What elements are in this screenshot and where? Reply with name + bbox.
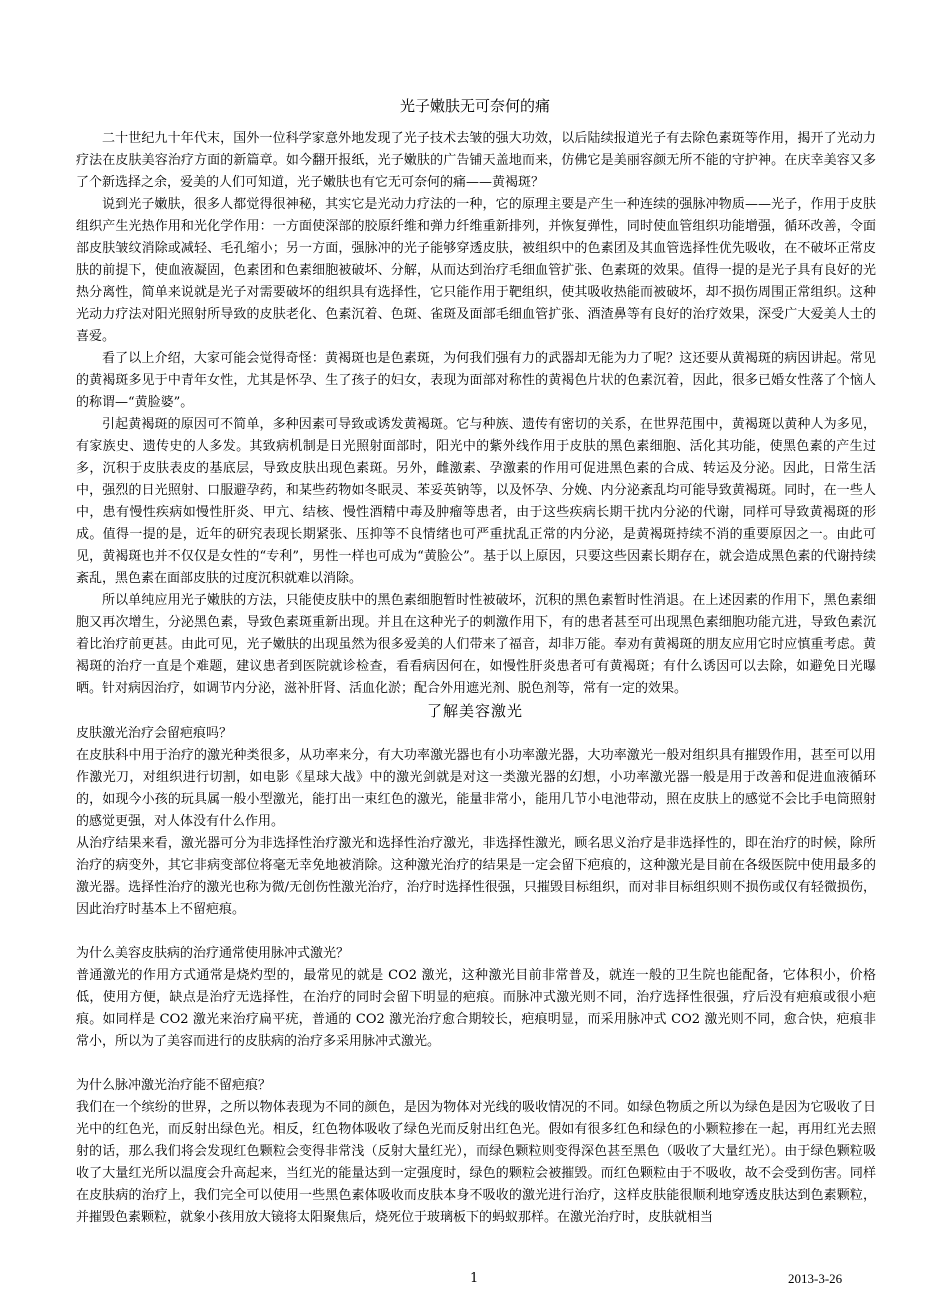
paragraph: 我们在一个缤纷的世界，之所以物体表现为不同的颜色，是因为物体对光线的吸收情况的不同。如绿色物质之所以为绿色是因为它吸收了日光中的红色光，而反射出绿色光。相反，红色物体吸收了绿色光而反射出红色光。假如有很多红色和绿色的小颗粒掺在一起，再用红光去照射的话，那么我们将会发现红色颗粒会变得非常浅（反射大量红光），而绿色颗粒则变得深色甚至黑色（吸收了大量红光）。由于绿色颗粒吸收了大量红光所以温度会升高起来，当红光的能量达到一定强度时，绿色的颗粒会被摧毁。而红色颗粒由于不吸收，故不会受到伤害。同样在皮肤病的治疗上，我们完全可以使用一些黑色素体吸收而皮肤本身不吸收的激光进行治疗，这样皮肤能很顺利地穿透皮肤达到色素颗粒，并摧毁色素颗粒，就象小孩用放大镜将太阳聚焦后，烧死位于玻璃板下的蚂蚁那样。在激光治疗时，皮肤就相当 xyxy=(76,1100,876,1225)
paragraph: 二十世纪九十年代末，国外一位科学家意外地发现了光子技术去皱的强大功效，以后陆续报道光子有去除色素斑等作用，揭开了光动力疗法在皮肤美容治疗方面的新篇章。如今翻开报纸，光子嫩肤的广告铺天盖地而来，仿佛它是美丽容颜无所不能的守护神。在庆幸美容又多了个新选择之余，爱美的人们可知道，光子嫩肤也有它无可奈何的痛——黄褐斑？ xyxy=(76,131,876,190)
page-number: 1 xyxy=(470,1271,479,1286)
paragraph: 从治疗结果来看，激光器可分为非选择性治疗激光和选择性治疗激光，非选择性激光，顾名思义治疗是非选择性的，即在治疗的时候，除所治疗的病变外，其它非病变部位将毫无幸免地被消除。这种激光治疗的结果是一定会留下疤痕的，这种激光是目前在各级医院中使用最多的激光器。选择性治疗的激光也称为微/无创伤性激光治疗，治疗时选择性很强，只摧毁目标组织，而对非目标组织则不损伤或仅有轻微损伤，因此治疗时基本上不留疤痕。 xyxy=(76,836,876,917)
paragraph: 普通激光的作用方式通常是烧灼型的，最常见的就是 CO2 激光，这种激光目前非常普及，就连一般的卫生院也能配备，它体积小，价格低，使用方便，缺点是治疗无选择性，在治疗的同时会留下明显的疤痕。而脉冲式激光则不同，治疗选择性很强，疗后没有疤痕或很小疤痕。如同样是 CO2 激光来治疗扁平疣，普通的 CO2 激光治疗愈合期较长，疤痕明显，而采用脉冲式 CO2 激光则不同，愈合快，疤痕非常小，所以为了美容而进行的皮肤病的治疗多采用脉冲式激光。 xyxy=(76,968,876,1049)
question-heading: 为什么美容皮肤病的治疗通常使用脉冲式激光？ xyxy=(76,946,350,961)
paragraph: 看了以上介绍，大家可能会觉得奇怪：黄褐斑也是色素斑，为何我们强有力的武器却无能为力了呢？这还要从黄褐斑的病因讲起。常见的黄褐斑多见于中青年女性，尤其是怀孕、生了孩子的妇女，表现为面部对称性的黄褐色片状的色素沉着，因此，很多已婚女性落了个恼人的称谓—“黄脸婆”。 xyxy=(76,351,876,410)
question-heading: 为什么脉冲激光治疗能不留疤痕？ xyxy=(76,1078,272,1093)
article-body xyxy=(76,128,876,700)
paragraph: 在皮肤科中用于治疗的激光种类很多，从功率来分，有大功率激光器也有小功率激光器，大功率激光一般对组织具有摧毁作用，甚至可以用作激光刀，对组织进行切割，如电影《星球大战》中的激光剑就是对这一类激光器的幻想，小功率激光器一般是用于改善和促进血液循环的，如现今小孩的玩具属一般小型激光，能打出一束红色的激光，能量非常小，能用几节小电池带动，照在皮肤上的感觉不会比手电筒照射的感觉更强，对人体没有什么作用。 xyxy=(76,748,876,829)
spacer xyxy=(76,1053,876,1075)
section-title: 了解美容激光 xyxy=(426,702,523,720)
section-body xyxy=(76,723,876,1229)
paragraph: 说到光子嫩肤，很多人都觉得很神秘，其实它是光动力疗法的一种，它的原理主要是产生一种连续的强脉冲物质——光子，作用于皮肤组织产生光热作用和光化学作用：一方面使深部的胶原纤维和弹力纤维重新排列，并恢复弹性，同时使血管组织功能增强，循环改善，令面部皮肤皱纹消除或减轻、毛孔缩小；另一方面，强脉冲的光子能够穿透皮肤，被组织中的色素团及其血管选择性优先吸收，在不破坏正常皮肤的前提下，使血液凝固，色素团和色素细胞被破坏、分解，从而达到治疗毛细血管扩张、色素斑的效果。值得一提的是光子具有良好的光热分离性，简单来说就是光子对需要破坏的组织具有选择性，它只能作用于靶组织，使其吸收热能而被破坏，却不损伤周围正常组织。这种光动力疗法对阳光照射所导致的皮肤老化、色素沉着、色斑、雀斑及面部毛细血管扩张、酒渣鼻等有良好的治疗效果，深受广大爱美人士的喜爱。 xyxy=(76,197,876,344)
question-heading: 皮肤激光治疗会留疤痕吗？ xyxy=(76,726,233,741)
footer-date: 2013-3-26 xyxy=(788,1271,843,1286)
article-title: 光子嫩肤无可奈何的痛 xyxy=(399,97,550,115)
paragraph: 所以单纯应用光子嫩肤的方法，只能使皮肤中的黑色素细胞暂时性被破坏，沉积的黑色素暂时性消退。在上述因素的作用下，黑色素细胞又再次增生，分泌黑色素，导致色素斑重新出现。并且在这种光子的刺激作用下，有的患者甚至可出现黑色素细胞功能亢进，导致色素沉着比治疗前更甚。由此可见，光子嫩肤的出现虽然为很多爱美的人们带来了福音，却非万能。奉劝有黄褐斑的朋友应用它时应慎重考虑。黄褐斑的治疗一直是个难题，建议患者到医院就诊检查，看看病因何在，如慢性肝炎患者可有黄褐斑；有什么诱因可以去除，如避免日光曝晒。针对病因治疗，如调节内分泌，滋补肝肾、活血化淤；配合外用遮光剂、脱色剂等，常有一定的效果。 xyxy=(76,593,876,696)
spacer xyxy=(76,921,876,943)
paragraph: 引起黄褐斑的原因可不简单，多种因素可导致或诱发黄褐斑。它与种族、遗传有密切的关系，在世界范围中，黄褐斑以黄种人为多见，有家族史、遗传史的人多发。其致病机制是日光照射面部时，阳光中的紫外线作用于皮肤的黑色素细胞、活化其功能，使黑色素的产生过多，沉积于皮肤表皮的基底层，导致皮肤出现色素斑。另外，雌激素、孕激素的作用可促进黑色素的合成、转运及分泌。因此，日常生活中，强烈的日光照射、口服避孕药，和某些药物如冬眠灵、苯妥英钠等，以及怀孕、分娩、内分泌紊乱均可能导致黄褐斑。同时，在一些人中，患有慢性疾病如慢性肝炎、甲亢、结核、慢性酒精中毒及肿瘤等患者，由于这些疾病长期干扰内分泌的代谢，同样可导致黄褐斑的形成。值得一提的是，近年的研究表现长期紧张、压抑等不良情绪也可严重扰乱正常的内分泌，是黄褐斑持续不消的重要原因之一。由此可见，黄褐斑也并不仅仅是女性的“专利”，男性一样也可成为“黄脸公”。基于以上原因，只要这些因素长期存在，就会造成黑色素的代谢持续紊乱，黑色素在面部皮肤的过度沉积就难以消除。 xyxy=(76,417,876,586)
